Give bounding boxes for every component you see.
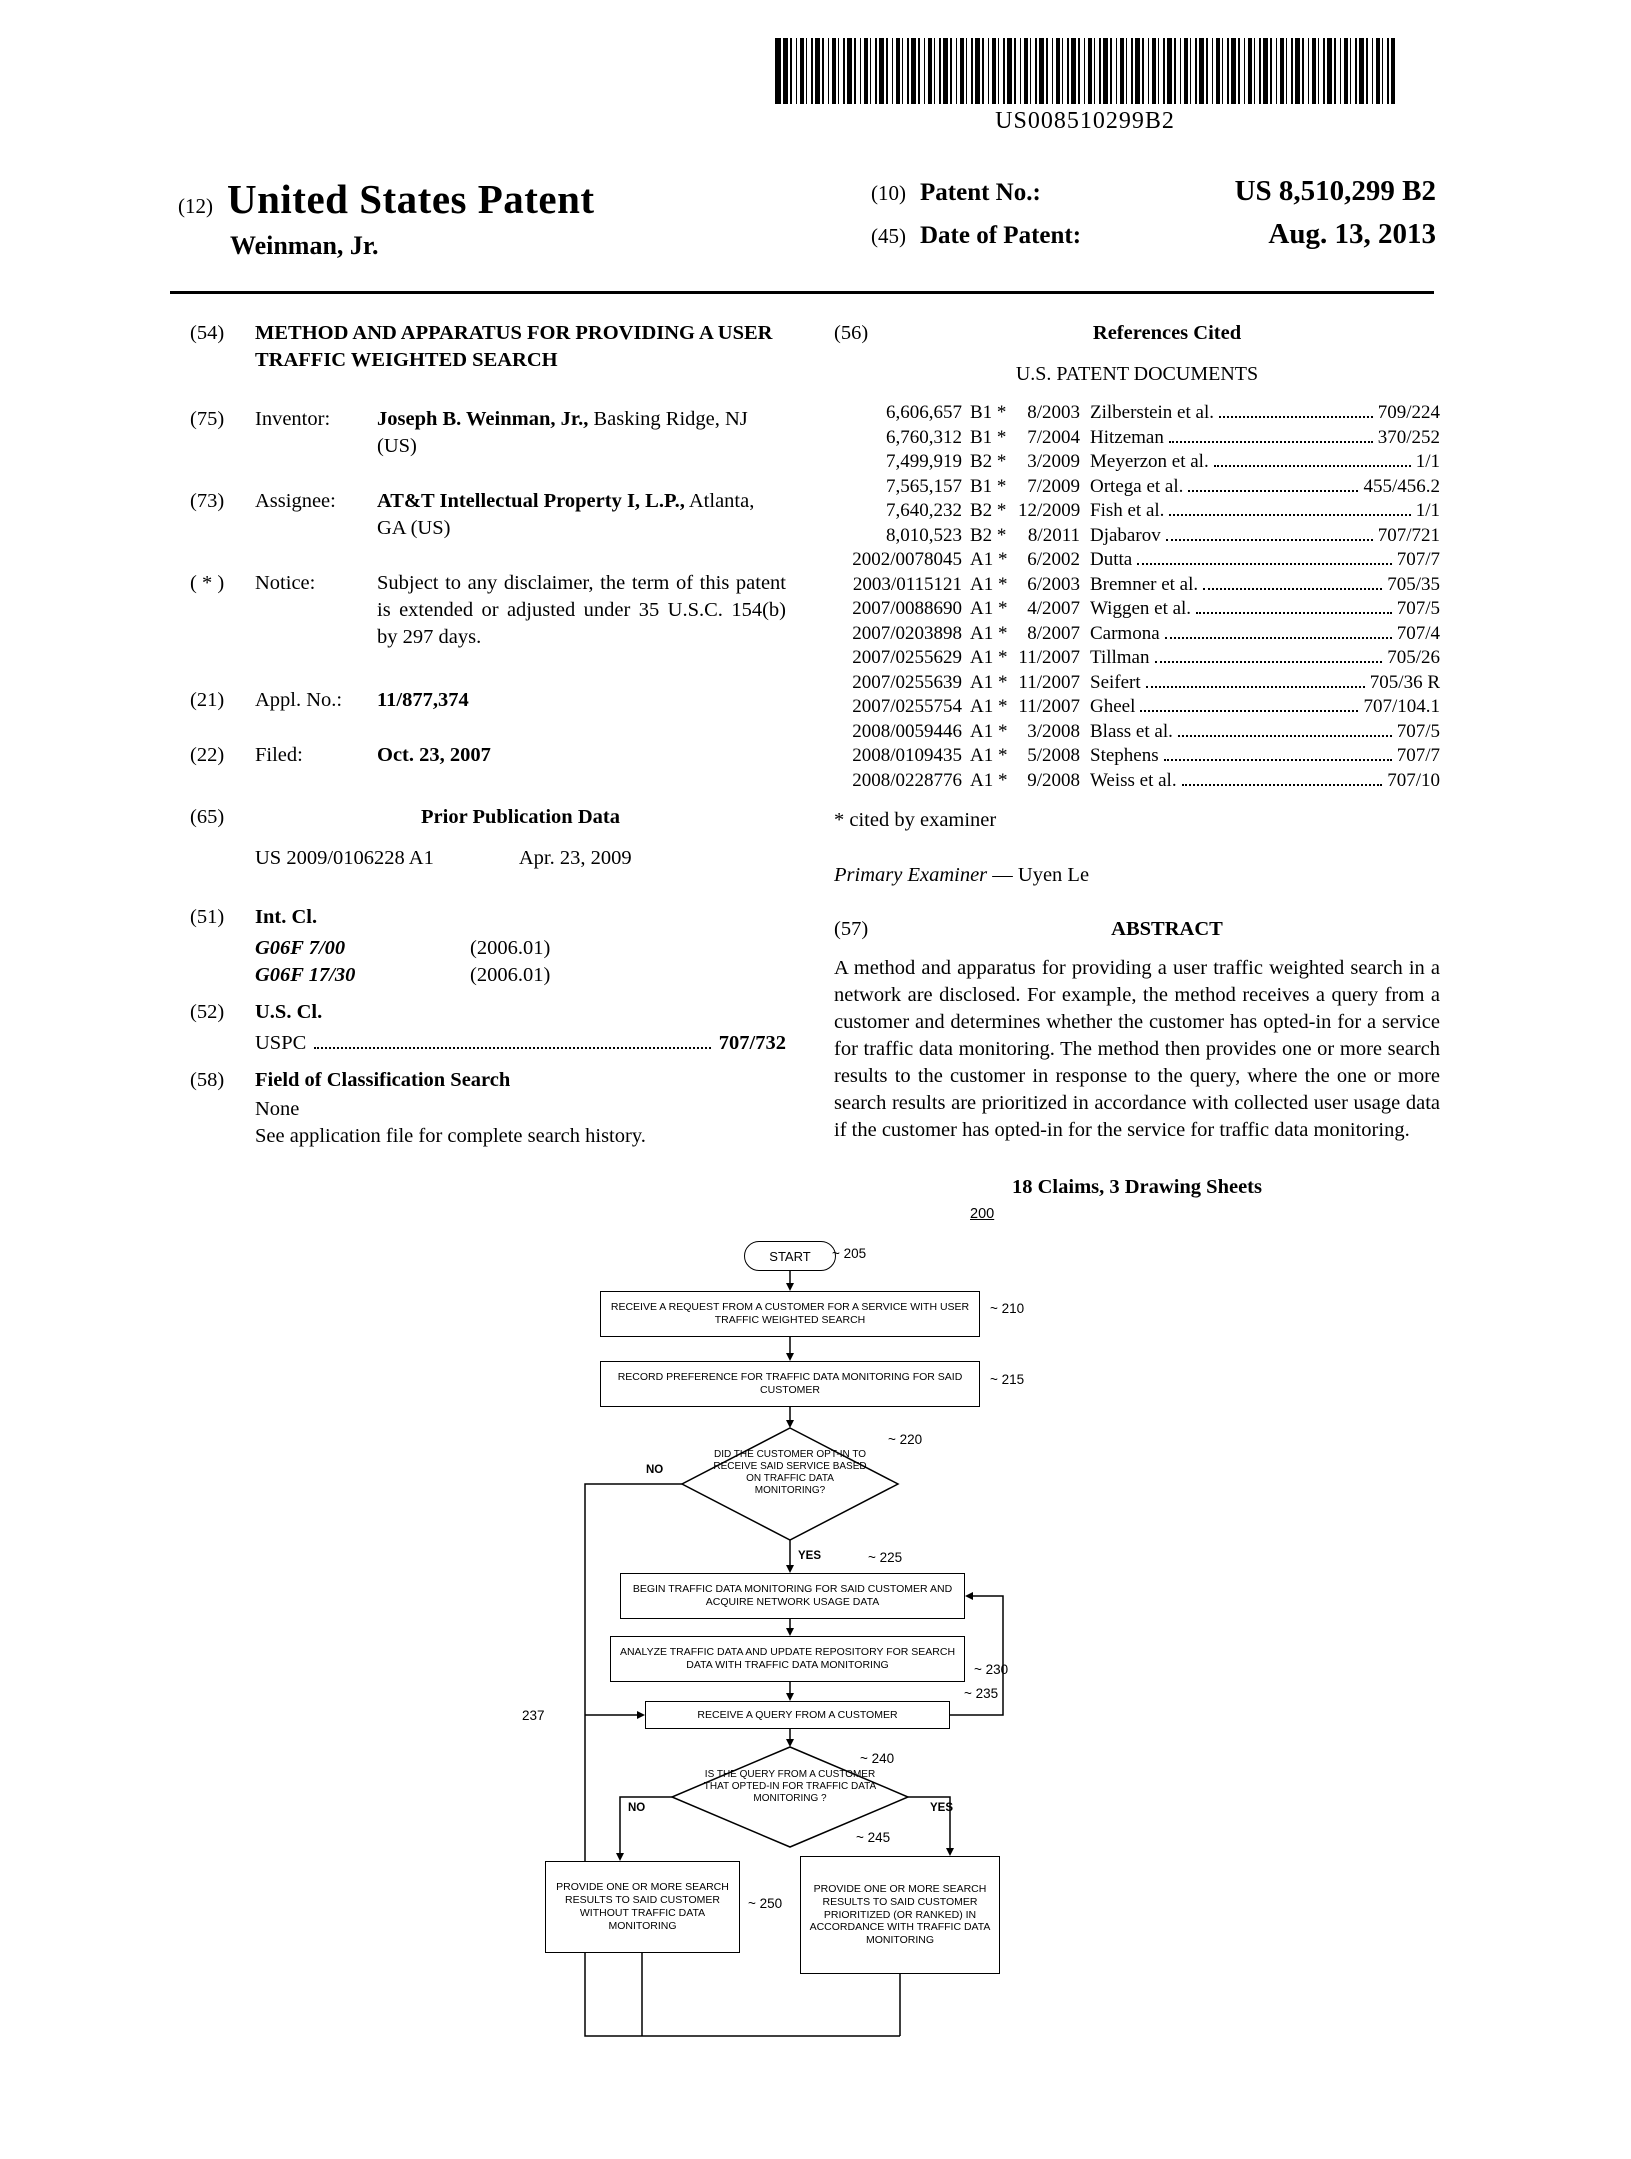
reference-row bbox=[834, 695, 1440, 720]
appl-label: Appl. No.: bbox=[255, 689, 343, 712]
reference-date: 11/2007 bbox=[1018, 671, 1080, 693]
reference-date: 9/2008 bbox=[1027, 769, 1080, 791]
reference-inventor: Weiss et al. bbox=[1090, 769, 1177, 791]
reference-number: 2007/0255639 bbox=[852, 671, 962, 693]
reference-kind-code: A1 * bbox=[970, 647, 1008, 669]
reference-class: 707/7 bbox=[1396, 745, 1440, 767]
reference-kind-code: A1 * bbox=[970, 622, 1008, 644]
dot-leader bbox=[1165, 637, 1392, 639]
reference-number: 6,606,657 bbox=[886, 402, 962, 424]
dot-leader bbox=[1166, 539, 1373, 541]
barcode-text: US008510299B2 bbox=[995, 108, 1175, 134]
reference-number: 2007/0255754 bbox=[852, 696, 962, 718]
patent-header bbox=[178, 175, 1436, 261]
header-divider-rule bbox=[170, 291, 1434, 294]
filed-field-code: (22) bbox=[190, 744, 225, 767]
dot-leader bbox=[1169, 514, 1410, 516]
reference-inventor: Bremner et al. bbox=[1090, 573, 1199, 595]
notice-text: Subject to any disclaimer, the term of this patent is extended or adjusted under 35 U.S.C. 154(b) by 297 days. bbox=[377, 572, 786, 649]
reference-inventor: Tillman bbox=[1090, 647, 1150, 669]
field-of-search-none: None bbox=[255, 1097, 300, 1120]
assignee-name: AT&T Intellectual Property I, L.P., bbox=[377, 490, 685, 513]
field-of-search-note: See application file for complete search history. bbox=[255, 1124, 646, 1147]
reference-inventor: Fish et al. bbox=[1090, 500, 1165, 522]
inventor-label: Inventor: bbox=[255, 408, 331, 431]
references-field-code: (56) bbox=[834, 322, 869, 344]
ref-label-225: ~ 225 bbox=[868, 1550, 903, 1565]
branch-no-220: NO bbox=[646, 1464, 664, 1476]
reference-date: 8/2011 bbox=[1027, 524, 1080, 546]
inventor-value bbox=[377, 406, 786, 460]
primary-examiner-label: Primary Examiner bbox=[834, 864, 988, 887]
reference-number: 7,565,157 bbox=[886, 475, 962, 497]
abstract-field-code: (57) bbox=[834, 917, 869, 940]
intcl-class-code: G06F 17/30 bbox=[255, 963, 356, 986]
flowchart-step-record-preference: RECORD PREFERENCE FOR TRAFFIC DATA MONITORING FOR SAID CUSTOMER bbox=[600, 1361, 980, 1407]
references-header bbox=[834, 320, 1440, 347]
reference-date: 11/2007 bbox=[1018, 696, 1080, 718]
reference-date: 5/2008 bbox=[1027, 745, 1080, 767]
branch-no-240: NO bbox=[628, 1802, 646, 1814]
reference-class: 1/1 bbox=[1415, 500, 1440, 522]
ref-label-245: ~ 245 bbox=[856, 1830, 891, 1845]
reference-kind-code: B2 * bbox=[970, 500, 1007, 522]
reference-inventor: Blass et al. bbox=[1090, 720, 1173, 742]
dot-leader bbox=[1214, 465, 1411, 467]
notice-field-code: ( * ) bbox=[190, 572, 225, 595]
abstract-title: ABSTRACT bbox=[1111, 917, 1223, 940]
patent-number-value: US 8,510,299 B2 bbox=[1234, 175, 1436, 207]
reference-kind-code: A1 * bbox=[970, 549, 1008, 571]
reference-inventor: Hitzeman bbox=[1090, 426, 1164, 448]
reference-class: 707/5 bbox=[1396, 720, 1440, 742]
reference-class: 707/104.1 bbox=[1363, 696, 1440, 718]
reference-kind-code: B1 * bbox=[970, 475, 1007, 497]
ref-label-215: ~ 215 bbox=[990, 1372, 1025, 1387]
date-of-patent-row bbox=[871, 218, 1436, 251]
reference-number: 6,760,312 bbox=[886, 426, 962, 448]
ref-label-240: ~ 240 bbox=[860, 1751, 895, 1766]
intcl-field-code: (51) bbox=[190, 905, 225, 928]
reference-date: 7/2004 bbox=[1027, 426, 1080, 448]
reference-class: 709/224 bbox=[1377, 402, 1440, 424]
patent-kind-title: United States Patent bbox=[227, 176, 595, 222]
date-code: (45) bbox=[871, 224, 906, 248]
reference-inventor: Dutta bbox=[1090, 549, 1133, 571]
field-of-search-heading: Field of Classification Search bbox=[255, 1068, 511, 1091]
reference-row bbox=[834, 499, 1440, 524]
title-field-code: (54) bbox=[190, 322, 225, 344]
header-left bbox=[178, 175, 595, 261]
date-label: Date of Patent: bbox=[920, 222, 1082, 249]
inventor-section bbox=[190, 406, 786, 460]
field-field-code: (58) bbox=[190, 1068, 225, 1091]
invention-title: METHOD AND APPARATUS FOR PROVIDING A USER TRAFFIC WEIGHTED SEARCH bbox=[255, 322, 773, 372]
figure-flowchart bbox=[450, 1206, 1070, 2086]
reference-class: 707/5 bbox=[1396, 598, 1440, 620]
ref-label-250: ~ 250 bbox=[748, 1896, 783, 1911]
notice-section bbox=[190, 570, 786, 651]
reference-class: 707/10 bbox=[1387, 769, 1440, 791]
references-title: References Cited bbox=[1092, 322, 1242, 344]
assignee-location: Atlanta, GA (US) bbox=[377, 490, 755, 540]
reference-date: 12/2009 bbox=[1018, 500, 1081, 522]
reference-kind-code: A1 * bbox=[970, 671, 1008, 693]
prior-publication-section bbox=[190, 804, 786, 831]
ref-label-205: ~ 205 bbox=[832, 1246, 867, 1261]
reference-row bbox=[834, 622, 1440, 647]
dot-leader bbox=[1169, 441, 1373, 443]
reference-kind-code: A1 * bbox=[970, 573, 1008, 595]
reference-row bbox=[834, 744, 1440, 769]
flowchart-step-receive-query: RECEIVE A QUERY FROM A CUSTOMER bbox=[645, 1701, 950, 1729]
reference-class: 707/721 bbox=[1377, 524, 1440, 546]
reference-date: 11/2007 bbox=[1018, 647, 1080, 669]
dot-leader bbox=[1155, 661, 1383, 663]
flowchart-step-results-prioritized: PROVIDE ONE OR MORE SEARCH RESULTS TO SAID CUSTOMER PRIORITIZED (OR RANKED) IN ACCORDANCE WITH TRAFFIC DATA MONITORING bbox=[800, 1856, 1000, 1974]
right-column bbox=[834, 320, 1440, 1201]
reference-row bbox=[834, 720, 1440, 745]
reference-kind-code: B2 * bbox=[970, 524, 1007, 546]
reference-inventor: Carmona bbox=[1090, 622, 1160, 644]
reference-kind-code: A1 * bbox=[970, 745, 1008, 767]
assignee-section bbox=[190, 488, 786, 542]
reference-number: 2007/0255629 bbox=[852, 647, 962, 669]
reference-kind-code: A1 * bbox=[970, 769, 1008, 791]
reference-inventor: Zilberstein et al. bbox=[1090, 402, 1214, 424]
intcl-heading: Int. Cl. bbox=[255, 905, 318, 928]
reference-row bbox=[834, 450, 1440, 475]
intcl-class-year: (2006.01) bbox=[470, 936, 551, 959]
flowchart-step-receive-request: RECEIVE A REQUEST FROM A CUSTOMER FOR A SERVICE WITH USER TRAFFIC WEIGHTED SEARCH bbox=[600, 1291, 980, 1337]
cited-by-examiner-note: * cited by examiner bbox=[834, 809, 997, 832]
reference-inventor: Wiggen et al. bbox=[1090, 598, 1192, 620]
reference-number: 7,499,919 bbox=[886, 451, 962, 473]
application-number-section bbox=[190, 687, 786, 714]
reference-number: 2008/0228776 bbox=[852, 769, 962, 791]
reference-class: 707/7 bbox=[1396, 549, 1440, 571]
reference-number: 2007/0088690 bbox=[852, 598, 962, 620]
reference-kind-code: B1 * bbox=[970, 402, 1007, 424]
intcl-class-year: (2006.01) bbox=[470, 963, 551, 986]
ref-label-237: 237 bbox=[522, 1708, 545, 1723]
flowchart-step-begin-monitoring: BEGIN TRAFFIC DATA MONITORING FOR SAID CUSTOMER AND ACQUIRE NETWORK USAGE DATA bbox=[620, 1573, 965, 1619]
references-table bbox=[834, 401, 1440, 793]
dot-leader bbox=[1137, 563, 1392, 565]
uspc-label: USPC bbox=[255, 1031, 307, 1054]
barcode-image bbox=[775, 38, 1395, 104]
bibliographic-columns bbox=[178, 320, 1440, 1201]
reference-row bbox=[834, 524, 1440, 549]
ref-label-235: ~ 235 bbox=[964, 1686, 999, 1701]
prior-publication-heading: Prior Publication Data bbox=[421, 805, 620, 828]
dot-leader bbox=[1140, 710, 1358, 712]
dot-leader bbox=[1203, 588, 1382, 590]
dot-leader bbox=[1188, 490, 1358, 492]
abstract-header bbox=[834, 916, 1440, 943]
reference-number: 2003/0115121 bbox=[852, 573, 962, 595]
dot-leader bbox=[1182, 784, 1383, 786]
dot-leader bbox=[314, 1047, 711, 1049]
reference-inventor: Gheel bbox=[1090, 696, 1136, 718]
reference-row bbox=[834, 475, 1440, 500]
reference-date: 3/2008 bbox=[1027, 720, 1080, 742]
dot-leader bbox=[1178, 735, 1392, 737]
filed-label: Filed: bbox=[255, 744, 303, 767]
intcl-class-code: G06F 7/00 bbox=[255, 936, 346, 959]
reference-number: 2002/0078045 bbox=[852, 549, 962, 571]
flowchart-start-node: START bbox=[744, 1241, 836, 1271]
reference-kind-code: B1 * bbox=[970, 426, 1007, 448]
reference-kind-code: A1 * bbox=[970, 696, 1008, 718]
inventor-field-code: (75) bbox=[190, 408, 225, 431]
filed-value: Oct. 23, 2007 bbox=[377, 744, 491, 767]
dot-leader bbox=[1146, 686, 1365, 688]
reference-row bbox=[834, 548, 1440, 573]
prior-publication-row bbox=[255, 845, 786, 872]
reference-inventor: Ortega et al. bbox=[1090, 475, 1184, 497]
flowchart-decision-opt-in: DID THE CUSTOMER OPT-IN TO RECEIVE SAID SERVICE BASED ON TRAFFIC DATA MONITORING? bbox=[713, 1449, 867, 1496]
filed-section bbox=[190, 742, 786, 769]
int-cl-section bbox=[190, 904, 786, 931]
prior-publication-date: Apr. 23, 2009 bbox=[518, 846, 632, 869]
prior-publication-number: US 2009/0106228 A1 bbox=[255, 846, 434, 869]
reference-kind-code: A1 * bbox=[970, 598, 1008, 620]
reference-class: 705/26 bbox=[1387, 647, 1440, 669]
reference-class: 370/252 bbox=[1377, 426, 1440, 448]
abstract-text: A method and apparatus for providing a user traffic weighted search in a network are disclosed. For example, the method receives a query from a customer and determines whether the customer has opted-in for a service for traffic data monitoring. The method then provides one or more search results to the customer in response to the query, where the one or more search results are prioritized in accordance with collected user usage data if the customer has opted-in for the service for traffic data monitoring. bbox=[834, 956, 1440, 1141]
reference-row bbox=[834, 573, 1440, 598]
patent-number-label: Patent No.: bbox=[920, 179, 1041, 206]
reference-class: 455/456.2 bbox=[1363, 475, 1440, 497]
reference-class: 705/36 R bbox=[1369, 671, 1440, 693]
branch-yes-220: YES bbox=[798, 1550, 822, 1562]
reference-inventor: Seifert bbox=[1090, 671, 1141, 693]
reference-class: 1/1 bbox=[1415, 451, 1440, 473]
reference-date: 8/2007 bbox=[1027, 622, 1080, 644]
us-cl-section bbox=[190, 999, 786, 1026]
references-subtitle: U.S. PATENT DOCUMENTS bbox=[1015, 363, 1259, 386]
assignee-label: Assignee: bbox=[255, 490, 336, 513]
reference-row bbox=[834, 646, 1440, 671]
patent-number-row bbox=[871, 175, 1436, 208]
field-of-search-section bbox=[190, 1067, 786, 1094]
left-column bbox=[178, 320, 786, 1201]
dot-leader bbox=[1164, 759, 1392, 761]
reference-inventor: Meyerzon et al. bbox=[1090, 451, 1209, 473]
appl-value: 11/877,374 bbox=[377, 689, 469, 712]
reference-number: 2008/0109435 bbox=[852, 745, 962, 767]
reference-date: 4/2007 bbox=[1027, 598, 1080, 620]
inventor-name-header: Weinman, Jr. bbox=[230, 231, 379, 260]
flowchart-step-analyze-traffic: ANALYZE TRAFFIC DATA AND UPDATE REPOSITORY FOR SEARCH DATA WITH TRAFFIC DATA MONITORING bbox=[610, 1636, 965, 1682]
reference-date: 6/2003 bbox=[1027, 573, 1080, 595]
examiner-dash: — bbox=[992, 864, 1013, 887]
flowchart-step-results-without-monitoring: PROVIDE ONE OR MORE SEARCH RESULTS TO SAID CUSTOMER WITHOUT TRAFFIC DATA MONITORING bbox=[545, 1861, 740, 1953]
intcl-row bbox=[255, 962, 786, 989]
intcl-row bbox=[255, 935, 786, 962]
kind-code-number: (12) bbox=[178, 194, 213, 218]
ref-label-230: ~ 230 bbox=[974, 1662, 1009, 1677]
reference-date: 7/2009 bbox=[1027, 475, 1080, 497]
ref-label-210: ~ 210 bbox=[990, 1301, 1025, 1316]
header-right bbox=[871, 175, 1436, 261]
reference-inventor: Djabarov bbox=[1090, 524, 1161, 546]
prior-field-code: (65) bbox=[190, 805, 225, 828]
reference-number: 2007/0203898 bbox=[852, 622, 962, 644]
reference-row bbox=[834, 426, 1440, 451]
reference-number: 7,640,232 bbox=[886, 500, 962, 522]
reference-row bbox=[834, 769, 1440, 794]
reference-row bbox=[834, 401, 1440, 426]
appl-field-code: (21) bbox=[190, 689, 225, 712]
primary-examiner-name: Uyen Le bbox=[1017, 864, 1090, 887]
branch-yes-240: YES bbox=[930, 1802, 954, 1814]
assignee-field-code: (73) bbox=[190, 490, 225, 513]
inventor-location: Basking Ridge, NJ (US) bbox=[377, 408, 748, 458]
reference-number: 8,010,523 bbox=[886, 524, 962, 546]
title-section bbox=[190, 320, 786, 374]
reference-date: 3/2009 bbox=[1027, 451, 1080, 473]
reference-class: 707/4 bbox=[1396, 622, 1440, 644]
patent-number-code: (10) bbox=[871, 181, 906, 205]
reference-row bbox=[834, 671, 1440, 696]
flowchart-decision-query-opt-in: IS THE QUERY FROM A CUSTOMER THAT OPTED-IN FOR TRAFFIC DATA MONITORING ? bbox=[703, 1769, 877, 1804]
date-value: Aug. 13, 2013 bbox=[1268, 218, 1436, 250]
figure-number: 200 bbox=[970, 1206, 995, 1222]
uscl-field-code: (52) bbox=[190, 1000, 225, 1023]
reference-row bbox=[834, 597, 1440, 622]
reference-date: 6/2002 bbox=[1027, 549, 1080, 571]
reference-kind-code: A1 * bbox=[970, 720, 1008, 742]
uspc-row bbox=[255, 1030, 786, 1057]
dot-leader bbox=[1219, 416, 1373, 418]
reference-number: 2008/0059446 bbox=[852, 720, 962, 742]
assignee-value bbox=[377, 488, 786, 542]
reference-class: 705/35 bbox=[1387, 573, 1440, 595]
notice-label: Notice: bbox=[255, 572, 316, 595]
barcode-section bbox=[775, 38, 1395, 135]
inventor-name: Joseph B. Weinman, Jr., bbox=[377, 408, 589, 431]
primary-examiner-line bbox=[834, 862, 1440, 889]
reference-kind-code: B2 * bbox=[970, 451, 1007, 473]
dot-leader bbox=[1196, 612, 1392, 614]
ref-label-220: ~ 220 bbox=[888, 1432, 923, 1447]
claims-note: 18 Claims, 3 Drawing Sheets bbox=[1012, 1175, 1262, 1198]
reference-date: 8/2003 bbox=[1027, 402, 1080, 424]
uspc-value: 707/732 bbox=[718, 1031, 786, 1054]
uscl-heading: U.S. Cl. bbox=[255, 1000, 323, 1023]
reference-inventor: Stephens bbox=[1090, 745, 1159, 767]
